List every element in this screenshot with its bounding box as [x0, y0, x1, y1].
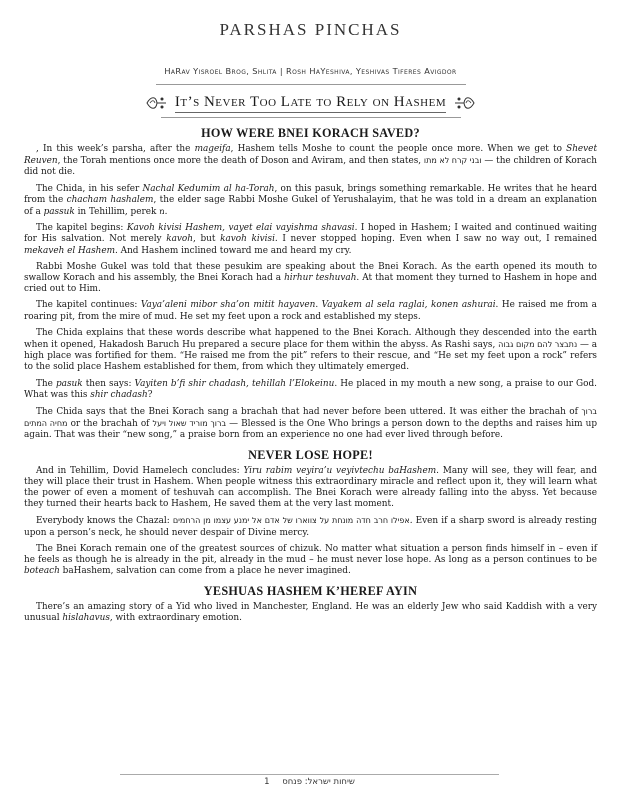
body-paragraph — [24, 466, 597, 511]
italic-term: Yiru rabim veyira’u veyivtechu baHashem — [243, 465, 437, 476]
hebrew-text: ובני קרח לא מתו — [423, 156, 482, 166]
body-paragraph — [24, 328, 597, 374]
text-run: . Many will see, they will fear, and they will place their trust in Hashem. When people witness this extraordinary miracle and reflect upon it, they will learn what the power of even a moment of teshuvah can accomplish. The Bnei Korach were already falling into the abyss. Yet because they turned their hearts back to Hashem, He saved them at the very last moment. — [24, 465, 597, 510]
body-paragraph — [24, 406, 597, 442]
text-run: . At that moment they turned to Hashem in hope and cried out to Him. — [24, 273, 597, 295]
text-run: , the Torah mentions once more the death of Doson and Aviram, and then states, — [57, 156, 424, 167]
italic-term: hirhur teshuvah — [284, 273, 357, 284]
text-run: , but — [192, 234, 221, 245]
body-paragraph — [24, 262, 597, 296]
article-body — [24, 126, 597, 624]
footer-hebrew-title: שיחות ישראל: פנחס — [282, 777, 355, 787]
article-title: It’s Never Too Late to Rely on Hashem — [175, 94, 446, 113]
article-title-row — [24, 91, 597, 115]
text-run: — Blessed is the One Who brings a person down to the depths and raises him up again. That was their “new song,” a praise born from an experience no one had ever lived through before. — [24, 419, 598, 441]
text-run: . And Hashem inclined toward me and heard my cry. — [115, 245, 352, 256]
text-run: ? — [147, 389, 153, 400]
italic-term: hislahavus — [62, 612, 110, 623]
text-run: The Chida explains that these words describe what happened to the Bnei Korach. Although they descended into the earth when it opened, Hakadosh Baruch Hu prepared a secure place for them within the abyss. As Rashi says, — [24, 327, 597, 351]
italic-term: kavoh — [166, 234, 193, 245]
text-run: , with extraordinary emotion. — [109, 612, 242, 623]
italic-term: boteach — [24, 566, 60, 577]
hebrew-text: נתבצר להם מקום גבוה — [498, 340, 578, 350]
text-run: . — [164, 207, 168, 218]
text-run: — the children of Korach did not die. — [24, 156, 597, 178]
text-run: Rabbi Moshe Gukel was told that these pesukim are speaking about the Bnei Korach. As the earth opened its mouth to swallow Korach and his assembly, the Bnei Korach had a — [24, 261, 597, 284]
text-run: or the brachah of — [67, 419, 153, 430]
author-byline: HaRav Yisroel Brog, Shlita | Rosh HaYeshiva, Yeshivas Tiferes Avigdor — [164, 66, 457, 76]
text-run: , the elder sage Rabbi Moshe Gukel of Yerushalayim, that he was told in a dream an explanation of a — [24, 194, 597, 218]
italic-term: Nachal Kedumim al ha-Torah — [142, 183, 275, 194]
title-underline — [161, 117, 461, 118]
body-paragraph — [24, 602, 597, 624]
text-run: The kapitel begins: — [36, 223, 127, 234]
hebrew-text: ברוך מוריד שאול ויעל — [152, 419, 227, 429]
italic-term: mageifa — [194, 144, 231, 154]
text-run: And in Tehillim, Dovid Hamelech concludes: — [36, 465, 244, 476]
text-run: The Chida, in his sefer — [36, 183, 143, 194]
text-run: baHashem, salvation can come from a place he never imagined. — [59, 566, 351, 577]
hebrew-text: אפילו חרב חדה מונחת על צווארו של אדם אל ימנע עצמו מן הרחמים — [172, 516, 410, 526]
hebrew-text: מ — [159, 207, 165, 217]
body-paragraph — [24, 144, 597, 179]
section-heading: YESHUAS HASHEM K’HEREF AYIN — [203, 583, 418, 598]
top-divider — [156, 84, 466, 85]
italic-term: Vayiten b’fi shir chadash, tehillah l’Elokeinu — [134, 378, 335, 389]
text-run: , on this pasuk, brings something remarkable. He writes that he heard from the — [24, 183, 597, 205]
text-run: , In this week’s parsha, after the — [36, 144, 195, 154]
section-heading: HOW WERE BNEI KORACH SAVED? — [201, 126, 420, 140]
italic-term: Vaya’aleni mibor sha’on mitit hayaven. Vayakem al sela raglai, konen ashurai — [140, 300, 496, 311]
parsha-masthead: PARSHAS PINCHAS — [219, 20, 402, 39]
text-run: in Tehillim, perek — [74, 207, 160, 218]
italic-term: passuk — [43, 207, 75, 218]
body-paragraph — [24, 544, 597, 578]
hebrew-text: ברוך מחיה המתים — [24, 407, 597, 429]
text-run: . He placed in my mouth a new song, a praise to our God. What was this — [24, 378, 597, 400]
text-run: The — [36, 378, 56, 389]
page-number: 1 — [264, 777, 270, 787]
page-footer — [120, 774, 499, 787]
text-run: Everybody knows the Chazal: — [36, 516, 173, 527]
text-run: The Chida says that the Bnei Korach sang a brachah that had never before been uttered. It was either the brachah of — [36, 407, 582, 418]
italic-term: chacham hashalem — [66, 194, 154, 205]
text-run: . I never stopped hoping. Even when I saw no way out, I remained — [274, 234, 598, 245]
text-run: The Bnei Korach remain one of the greatest sources of chizuk. No matter what situation a person finds himself in – even if he feels as though he is already in the pit, already in the mud – he must never lose hope. As long as a person continues to be — [24, 543, 597, 566]
text-run: There’s an amazing story of a Yid who lived in Manchester, England. He was an elderly Jew who said Kaddish with a very unusual — [24, 601, 597, 623]
italic-term: shir chadash — [90, 389, 148, 400]
body-paragraph — [24, 300, 597, 322]
body-paragraph — [24, 379, 597, 401]
section-heading: NEVER LOSE HOPE! — [248, 447, 373, 462]
italic-term: mekaveh el Hashem — [24, 245, 116, 256]
left-flourish-icon — [145, 93, 167, 113]
right-flourish-icon — [454, 93, 476, 113]
text-run: , Hashem tells Moshe to count the people once more. When we get to — [230, 144, 567, 154]
italic-term: kavoh kivisi — [220, 234, 275, 245]
italic-term: Kavoh kivisi Hashem, vayet elai vayishma shavasi — [126, 223, 355, 234]
italic-term: pasuk — [55, 378, 83, 389]
text-run: — a high place was fortified for them. “He raised me from the pit” refers to their rescue, and “He set my feet upon a rock” refers to the solid place Hashem established for them, from which they ultimately emerged. — [24, 340, 598, 373]
text-run: The kapitel continues: — [36, 300, 141, 311]
text-run: . Even if a sharp sword is already resting upon a person’s neck, he should never despair of Divine mercy. — [24, 516, 597, 538]
text-run: . I hoped in Hashem; I waited and continued waiting for His salvation. Not merely — [24, 223, 597, 245]
body-paragraph — [24, 223, 597, 257]
text-run: . He raised me from a roaring pit, from the mire of mud. He set my feet upon a rock and established my steps. — [24, 300, 597, 322]
text-run: then says: — [82, 378, 135, 389]
body-paragraph — [24, 184, 597, 219]
italic-term: Shevet Reuven — [24, 144, 598, 167]
body-paragraph — [24, 515, 597, 538]
